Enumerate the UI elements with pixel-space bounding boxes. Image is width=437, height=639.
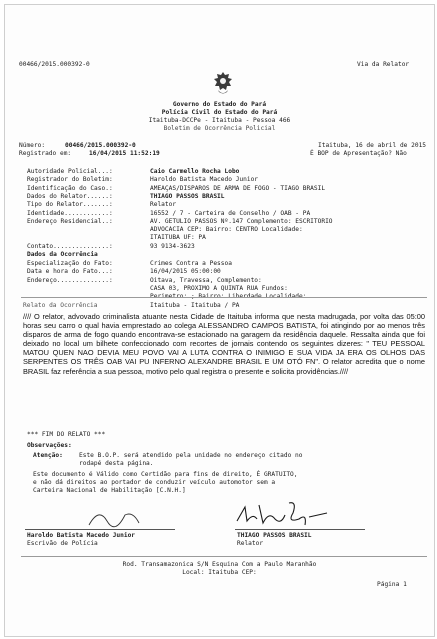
document-page: [4, 4, 435, 637]
person-field-label: Contato...............:: [27, 242, 113, 250]
numero-value: 00466/2015.000392-0: [65, 142, 136, 149]
ocorrencia-field-row: [27, 277, 427, 285]
person-field-value: 93 9134-3623: [150, 242, 195, 250]
right-signer-name: THIAGO PASSOS BRASIL: [237, 532, 312, 539]
footer-address: Rod. Transamazonica S/N Esquina Com a Paulo Maranhão: [122, 561, 317, 568]
person-field-label: Identidade............:: [27, 209, 113, 217]
person-field-label: Autoridade Policial...:: [27, 168, 113, 175]
institution-line4: Boletim de Ocorrência Policial: [163, 125, 276, 132]
registrado-value: 16/04/2015 11:52:19: [89, 150, 160, 157]
person-field-row: [27, 218, 427, 226]
person-field-value: THIAGO PASSOS BRASIL: [150, 192, 225, 200]
institution-line3: Itaituba-DCCPe - Itaituba - Pessoa 466: [148, 117, 291, 124]
ocorrencia-field-value: Crimes Contra a Pessoa: [150, 260, 232, 267]
person-field-value: AMEAÇAS/DISPAROS DE ARMA DE FOGO - TIAGO BRASIL: [150, 184, 326, 192]
ocorrencia-field-row: [27, 285, 427, 293]
numero-label: Número:: [19, 142, 46, 149]
observacoes-title: Observações:: [27, 442, 72, 449]
ocorrencia-field-row: [27, 260, 427, 268]
person-field-label: Dados do Relator......:: [27, 192, 113, 200]
left-signer-name: Haroldo Batista Macedo Junior: [27, 532, 136, 539]
ocorrencia-field-value: CASA 03, PROXIMO A QUINTA RUA Fundos:: [150, 284, 288, 292]
person-field-value: AV. GETULIO PASSOS Nº.147 Complemento: ESCRITORIO: [150, 217, 333, 225]
institution-line2: Polícia Civil do Estado do Pará: [161, 109, 278, 116]
page-number: Página 1: [377, 581, 407, 588]
institution-line1: Governo do Estado do Pará: [172, 101, 267, 108]
ocorrencia-field-label: Data e hora do Fato...:: [27, 268, 113, 276]
person-field-value: ADVOCACIA CEP: Bairro: CENTRO Localidade:: [150, 226, 303, 234]
fim-do-relato: *** FIM DO RELATO ***: [27, 431, 106, 438]
person-field-value: Caio Carmello Rocha Lobo: [150, 168, 240, 175]
left-signature-line: [25, 529, 175, 530]
ocorrencia-field-label: Endereço..............:: [27, 276, 113, 284]
person-field-row: [27, 243, 427, 251]
person-field-value: Haroldo Batista Macedo Junior: [150, 176, 259, 184]
atencao-label: Atenção:: [33, 452, 63, 459]
validade-line2: e não dá direitos ao portador de conduzir veículo automotor sem a: [33, 479, 276, 486]
person-field-row: [27, 168, 427, 176]
footer-local: Local: Itaituba CEP:: [182, 569, 257, 576]
atencao-line2: rodapé desta página.: [79, 460, 154, 467]
ocorrencia-field-value: Perimetro: ; Bairro: Liberdade Localidade:: [150, 293, 307, 301]
person-field-row: [27, 185, 427, 193]
bop-apresentacao: É BOP de Apresentação? Não: [310, 150, 407, 157]
ocorrencia-field-value: Oitava, Travessa, Complemento:: [150, 276, 262, 284]
person-field-label: Registrador do Boletim:: [27, 176, 113, 184]
doc-number-header: 00466/2015.000392-0: [19, 61, 90, 68]
ocorrencia-field-value: 16/04/2015 05:00:00: [150, 268, 221, 276]
registrado-label: Registrado em:: [19, 150, 72, 157]
person-field-value: ITAITUBA UF: PA: [150, 234, 206, 242]
person-field-value: Relator: [150, 201, 177, 209]
relato-text: //// O relator, advovado criminalista atuante nesta Cidade de Itaituba informa que nesta madrugada, por volta das 05:00 horas seu carro o qual havia emprestado ao colega ALESSANDRO CAMPOS BATISTA, foi atingindo por ao menos três disparos de arma de fogo quando encontrava-se estacionado na garagem da residência daquele. Ressalta ainda que foi deixado no local um bilhete confeccionado com recortes de jornais contendo os seguintes dizeres: " TEU PESSOAL MATOU QUEN NAO DEVIA MEU POVO VAI A LUTA CONTRA O INIMIGO E SUA VIDA JA ERA OS OLHOS DAS SERPENTES OS TRÊS OAB VAI PU INFERNO ALEXANDRE BRASIL E UM OTÓ FN". O relator acredita que o nome BRASIL faz referência a sua pessoa, motivo pelo qual registra o presente e solicita providências.////: [23, 312, 425, 376]
right-signature-mark: [235, 499, 331, 531]
ocorrencia-field-label: Especialização do Fato:: [27, 260, 113, 267]
atencao-line1: Este B.O.P. será atendido pela unidade no endereço citado no: [79, 452, 303, 459]
relato-title: Relato da Ocorrência: [23, 302, 98, 309]
person-field-row: [27, 201, 427, 209]
person-field-row: [27, 234, 427, 242]
ocorrencia-field-row: [27, 268, 427, 276]
ocorrencia-field-value: Itaituba - Itaituba / PA: [150, 301, 240, 309]
state-crest-icon: [212, 71, 234, 97]
person-field-label: Endereço Residencial..:: [27, 217, 113, 225]
validade-line3: Carteira Nacional de Habilitação [C.N.H.]: [33, 487, 186, 494]
person-field-value: 16552 / 7 - Carteira de Conselho / OAB - PA: [150, 209, 311, 217]
right-signer-role: Relator: [237, 540, 264, 547]
person-field-row: [27, 210, 427, 218]
relato-box: [21, 297, 427, 421]
left-signature-mark: [85, 503, 145, 531]
person-field-label: Identificação do Caso.:: [27, 184, 113, 192]
right-signature-line: [235, 529, 365, 530]
validade-line1: Este documento é Válido como Certidão para fins de direito, É GRATUITO,: [33, 471, 298, 478]
local-data: Itaituba, 16 de abril de 2015: [318, 142, 427, 149]
person-field-row: [27, 193, 427, 201]
person-field-label: Tipo do Relator.......:: [27, 201, 113, 209]
person-field-row: [27, 226, 427, 234]
ocorrencia-title: Dados da Ocorrência: [27, 251, 98, 258]
left-signer-role: Escrivão de Polícia: [27, 540, 98, 547]
via-label: Via da Relator: [357, 61, 410, 68]
footer-divider: [21, 556, 427, 557]
person-field-row: [27, 176, 427, 184]
